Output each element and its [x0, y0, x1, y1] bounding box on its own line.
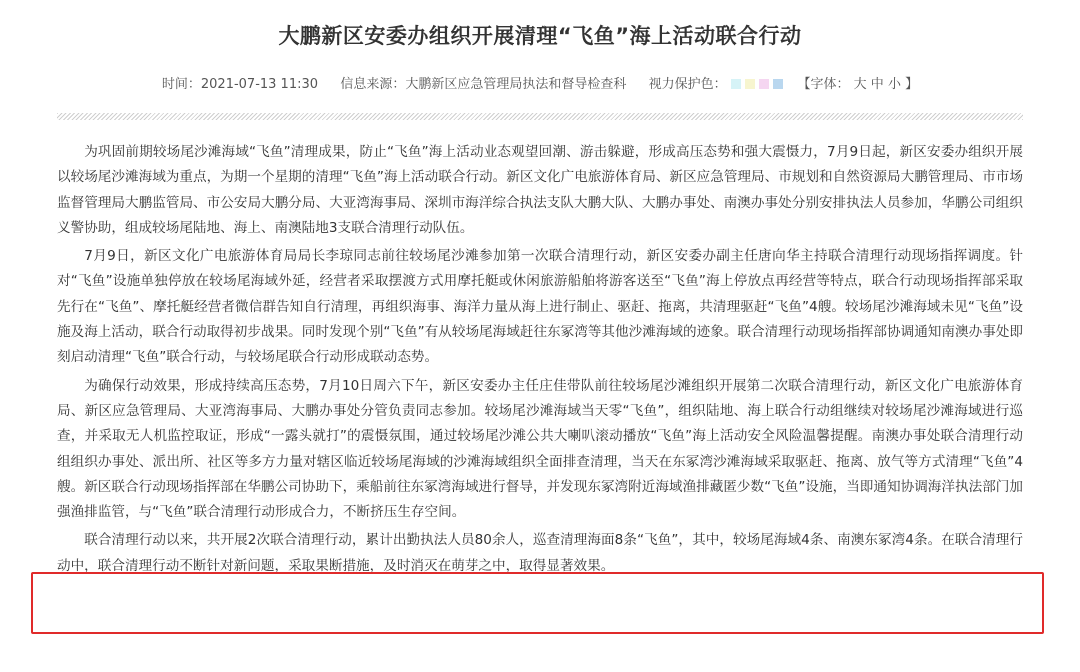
- source-value: 大鹏新区应急管理局执法和督导检查科: [405, 77, 627, 92]
- font-size-medium[interactable]: 中: [870, 77, 884, 92]
- publish-time: 2021-07-13 11:30: [200, 77, 319, 92]
- eye-color-swatch-yellow[interactable]: [745, 79, 755, 89]
- font-size-small[interactable]: 小: [887, 77, 901, 92]
- eye-color-swatch-cyan[interactable]: [731, 79, 741, 89]
- article-meta: [0, 73, 1080, 92]
- paragraph-3: 为确保行动效果，形成持续高压态势，7月10日周六下午，新区安委办主任庄佳带队前往较场尾沙滩组织开展第二次联合清理行动，新区文化广电旅游体育局、新区应急管理局、大亚湾海事局、大鹏办事处分管负责同志参加。较场尾沙滩海域当天零“飞鱼”，组织陆地、海上联合行动组继续对较场尾沙滩海域进行巡查，并采取无人机监控取证，形成“一露头就打”的震慑氛围，通过较场尾沙滩公共大喇叭滚动播放“飞鱼”海上活动安全风险温馨提醒。南澳办事处联合清理行动组组织办事处、派出所、社区等多方力量对辖区临近较场尾海域的沙滩海域组织全面排查清理，当天在东冢湾沙滩海域采取驱赶、拖离、放气等方式清理“飞鱼”4艘。新区联合行动现场指挥部在华鹏公司协助下，乘船前往东冢湾海域进行督导，并发现东冢湾附近海域渔排藏匿少数“飞鱼”设施，当即通知协调海洋执法部门加强渔排监管，与“飞鱼”联合清理行动形成合力，不断挤压生存空间。: [57, 377, 1023, 521]
- eye-color-label: 视力保护色：: [648, 77, 727, 92]
- paragraph-2: 7月9日，新区文化广电旅游体育局局长李琼同志前往较场尾沙滩参加第一次联合清理行动，新区安委办副主任唐向华主持联合清理行动现场指挥调度。针对“飞鱼”设施单独停放在较场尾海域外延，经营者采取摆渡方式用摩托艇或休闲旅游船舶将游客送至“飞鱼”海上停放点再经营等特点，联合行动现场指挥部采取先行在“飞鱼”、摩托艇经营者微信群告知自行清理，再组织海事、海洋力量从海上进行制止、驱赶、拖离，共清理驱赶“飞鱼”4艘。较场尾沙滩海域未见“飞鱼”设施及海上活动，联合行动取得初步战果。同时发现个别“飞鱼”有从较场尾海域赶往东冢湾等其他沙滩海域的迹象。联合清理行动现场指挥部协调通知南澳办事处即刻启动清理“飞鱼”联合行动，与较场尾联合行动形成联动态势。: [57, 248, 1023, 366]
- time-label: 时间：: [161, 77, 201, 92]
- paragraph-4: 联合清理行动以来，共开展2次联合清理行动，累计出勤执法人员80余人，巡查清理海面8条“飞鱼”，其中，较场尾海域4条、南澳东冢湾4条。在联合清理行动中，联合清理行动不断针对新问题，采取果断措施，及时消灭在萌芽之中，取得显著效果。: [57, 532, 1023, 574]
- eye-color-swatch-blue[interactable]: [773, 79, 783, 89]
- font-size-prefix: 【字体：: [797, 77, 850, 92]
- eye-color-swatch-pink[interactable]: [759, 79, 769, 89]
- font-size-large[interactable]: 大: [853, 77, 867, 92]
- article-title: 大鹏新区安委办组织开展清理“飞鱼”海上活动联合行动: [278, 24, 802, 48]
- source-label: 信息来源：: [340, 77, 406, 92]
- paragraph-1: 为巩固前期较场尾沙滩海域“飞鱼”清理成果，防止“飞鱼”海上活动业态观望回潮、游击躲避，形成高压态势和强大震慑力，7月9日起，新区安委办组织开展以较场尾沙滩海域为重点，为期一个星期的清理“飞鱼”海上活动联合行动。新区文化广电旅游体育局、新区应急管理局、市规划和自然资源局大鹏管理局、市市场监督管理局大鹏监管局、市公安局大鹏分局、大亚湾海事局、深圳市海洋综合执法支队大鹏大队、大鹏办事处、南澳办事处分别安排执法人员参加，华鹏公司组织义警协助，组成较场尾陆地、海上、南澳陆地3支联合清理行动队伍。: [57, 144, 1023, 236]
- highlight-box: [31, 572, 1044, 634]
- font-size-suffix: 】: [905, 77, 919, 92]
- title-divider: [57, 113, 1023, 120]
- article-body: [57, 140, 1023, 582]
